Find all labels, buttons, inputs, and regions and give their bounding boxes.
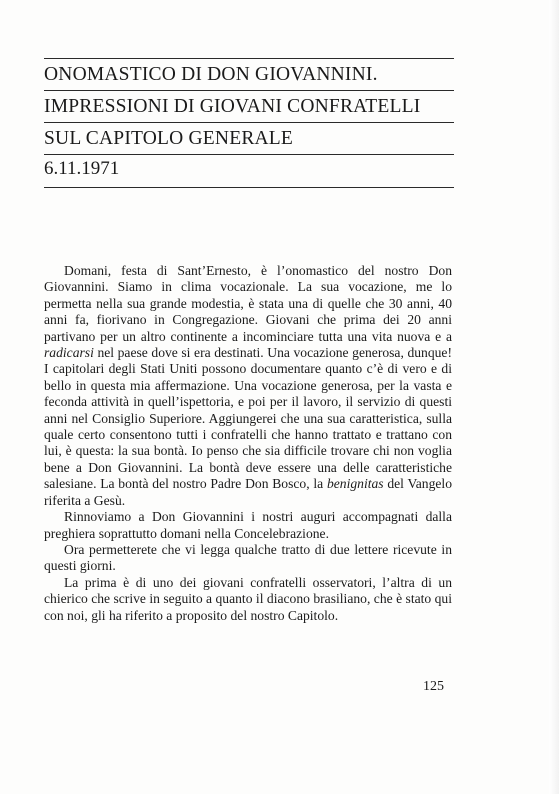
paragraph-1-part-1: Domani, festa di Sant’Ernesto, è l’onomastico del nostro Don Giovannini. Siamo in clima vocazionale. La sua vocazione, me lo permetta nella sua grande modestia, è stata una di quelle che 30 anni, 40 anni fa, fiorivano in Congregazione. Giovani che prima dei 20 anni partivano per un altro continente a incominciare tutta una vita nuova e a: [44, 263, 452, 344]
emphasis-radicarsi: radicarsi: [44, 345, 94, 361]
paragraph-4: La prima è di uno dei giovani confratelli osservatori, l’altra di un chierico che scrive in seguito a quanto il diacono brasiliano, che è stato qui con noi, gli ha riferito a proposito del nostro Capitolo.: [44, 574, 452, 623]
emphasis-benignitas: benignitas: [326, 476, 384, 492]
paragraph-1-part-3: del Vangelo riferita a Gesù.: [44, 476, 453, 508]
rule-top: [44, 58, 454, 59]
heading-line-2: IMPRESSIONI DI GIOVANI CONFRATELLI: [44, 96, 421, 117]
date: 6.11.1971: [44, 158, 120, 179]
heading-line-3: SUL CAPITOLO GENERALE: [44, 128, 294, 149]
body-text: [44, 263, 452, 624]
rule-3: [44, 122, 454, 123]
paragraph-1-part-2: nel paese dove si era destinati. Una vocazione generosa, dunque! I capitolari degli Stati Uniti possono documentare quanto c’è di vero e di bello in questa mia affermazione. Una vocazione generosa, per la vasta e feconda attività in quell’ispettoria, e poi per il lavoro, il servizio di questi anni nel Consiglio Superiore. Aggiungerei che una sua caratteristica, sulla quale certo consentono tutti i confratelli che hanno trattato e trattano con lui, è questa: la sua bontà. Io penso che sia difficile trovare chi non voglia bene a Don Giovannini. La bontà deve essere una delle caratteristiche salesiane. La bontà del nostro Padre Don Bosco, la: [44, 345, 452, 492]
rule-bottom: [44, 187, 454, 188]
paragraph-1: [44, 263, 452, 509]
rule-4: [44, 154, 454, 155]
page-edge: [549, 0, 559, 794]
heading-line-1: ONOMASTICO DI DON GIOVANNINI.: [44, 64, 378, 85]
rule-2: [44, 90, 454, 91]
page-number: 125: [423, 679, 444, 694]
paragraph-3: Ora permetterete che vi legga qualche tratto di due lettere ricevute in questi giorni.: [44, 541, 452, 574]
paragraph-2: Rinnoviamo a Don Giovannini i nostri auguri accompagnati dalla preghiera soprattutto domani nella Concelebrazione.: [44, 509, 452, 541]
